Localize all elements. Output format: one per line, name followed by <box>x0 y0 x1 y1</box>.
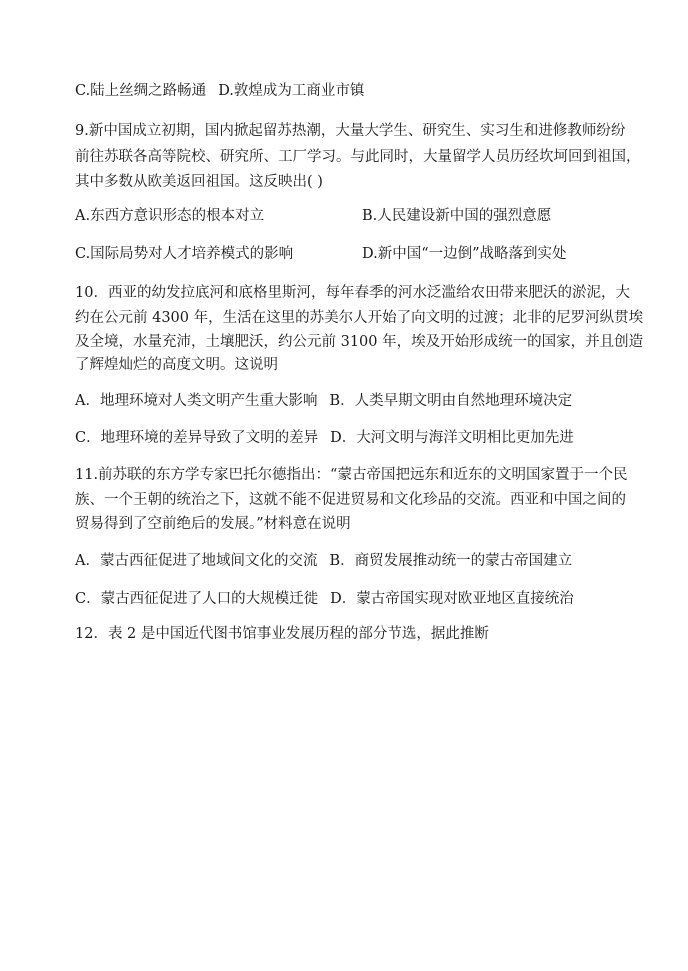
q11-stem-line-2: 族、一个王朝的统治之下，这就不能不促进贸易和文化珍品的交流。西亚和中国之间的 <box>75 492 626 508</box>
q11-options-ab <box>75 551 572 571</box>
q10-option-a: A．地理环境对人类文明产生重大影响 <box>75 393 318 409</box>
q11-option-b: B．商贸发展推动统一的蒙古帝国建立 <box>329 553 573 569</box>
q9-stem-line-1: 9.新中国成立初期，国内掀起留苏热潮，大量大学生、研究生、实习生和进修教师纷纷 <box>75 123 626 139</box>
q10-stem-line-3: 及全境，水量充沛，土壤肥沃，约公元前 3100 年，埃及开始形成统一的国家，并且创造 <box>75 334 644 350</box>
q11-stem-line-1: 11.前苏联的东方学专家巴托尔德指出：“蒙古帝国把远东和近东的文明国家置于一个民 <box>75 467 628 483</box>
q8-option-d: D.敦煌成为工商业市镇 <box>218 83 365 99</box>
q9-stem-line-2: 前往苏联各高等院校、研究所、工厂学习。与此同时，大量留学人员历经坎坷回到祖国， <box>75 149 641 165</box>
q10-option-d: D．大河文明与海洋文明相比更加先进 <box>330 430 574 446</box>
q11-option-a: A．蒙古西征促进了地域间文化的交流 <box>75 553 318 569</box>
q10-stem-line-2: 约在公元前 4300 年，生活在这里的苏美尔人开始了向文明的过渡；北非的尼罗河纵贯埃 <box>75 310 644 326</box>
q11-option-c: C．蒙古西征促进了人口的大规模迁徙 <box>75 591 319 607</box>
q10-options-cd <box>75 428 574 448</box>
q9-stem-line-3: 其中多数从欧美返回祖国。这反映出( ) <box>75 174 323 190</box>
q10-option-c: C．地理环境的差异导致了文明的差异 <box>75 430 319 446</box>
q10-stem-line-4: 了辉煌灿烂的高度文明。这说明 <box>75 357 278 373</box>
q9-option-c: C.国际局势对人才培养模式的影响 <box>75 246 294 262</box>
q10-stem-line-1: 10．西亚的幼发拉底河和底格里斯河，每年春季的河水泛滥给农田带来肥沃的淤泥，大 <box>75 285 630 301</box>
q11-stem-line-3: 贸易得到了空前绝后的发展。”材料意在说明 <box>75 516 351 532</box>
q9-option-d: D.新中国“一边倒”战略落到实处 <box>362 246 567 262</box>
q8-option-c: C.陆上丝绸之路畅通 <box>75 83 207 99</box>
q10-option-b: B．人类早期文明由自然地理环境决定 <box>329 393 573 409</box>
q9-option-a: A.东西方意识形态的根本对立 <box>75 208 265 224</box>
q11-options-cd <box>75 589 574 609</box>
q11-option-d: D．蒙古帝国实现对欧亚地区直接统治 <box>330 591 574 607</box>
q10-options-ab <box>75 391 572 411</box>
q9-option-b: B.人民建设新中国的强烈意愿 <box>362 208 552 224</box>
q8-options-cd <box>75 81 364 101</box>
q12-stem: 12．表 2 是中国近代图书馆事业发展历程的部分节选，据此推断 <box>75 626 489 642</box>
